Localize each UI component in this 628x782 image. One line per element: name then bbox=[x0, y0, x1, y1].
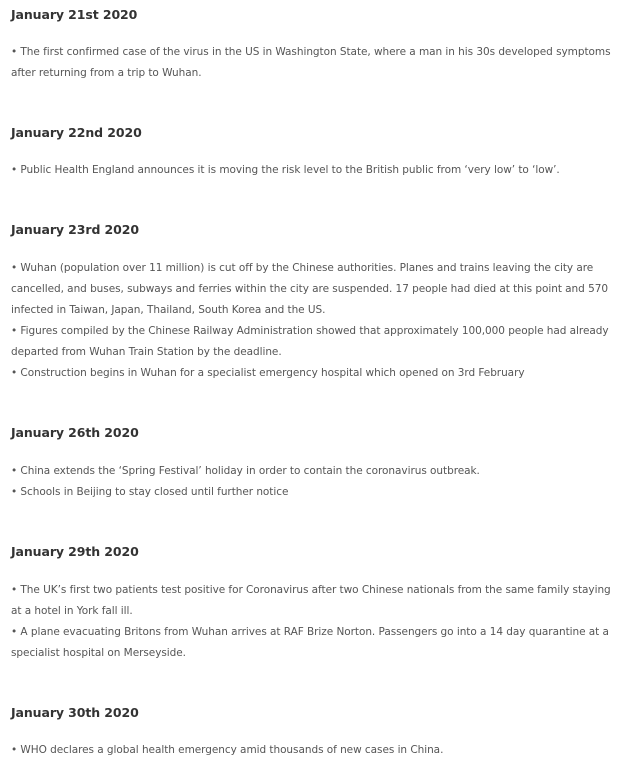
section-body-jan-21 bbox=[11, 42, 611, 84]
bullet-item: • Construction begins in Wuhan for a specialist emergency hospital which opened on 3rd February bbox=[11, 367, 525, 379]
bullet-item: • Figures compiled by the Chinese Railway Administration showed that approximately 100,000 people had already departed from Wuhan Train Station by the deadline. bbox=[11, 325, 609, 358]
section-date-jan-22: January 22nd 2020 bbox=[11, 125, 142, 140]
bullet-item: • WHO declares a global health emergency amid thousands of new cases in China. bbox=[11, 744, 444, 756]
bullet-item: • Wuhan (population over 11 million) is cut off by the Chinese authorities. Planes and trains leaving the city are cancelled, and buses, subways and ferries within the city are suspended. 17 people had died at this point and 570 infected in Taiwan, Japan, Thailand, South Korea and the US. bbox=[11, 262, 608, 316]
section-body-jan-30 bbox=[11, 740, 611, 761]
bullet-item: • China extends the ‘Spring Festival’ holiday in order to contain the coronavirus outbreak. bbox=[11, 465, 480, 477]
bullet-item: • Schools in Beijing to stay closed until further notice bbox=[11, 486, 289, 498]
section-date-jan-30: January 30th 2020 bbox=[11, 705, 139, 720]
section-date-jan-29: January 29th 2020 bbox=[11, 544, 139, 559]
section-date-jan-23: January 23rd 2020 bbox=[11, 222, 139, 237]
section-body-jan-29 bbox=[11, 580, 611, 664]
section-date-jan-26: January 26th 2020 bbox=[11, 425, 139, 440]
section-body-jan-22 bbox=[11, 160, 611, 181]
section-body-jan-23 bbox=[11, 258, 611, 384]
bullet-item: • The first confirmed case of the virus in the US in Washington State, where a man in his 30s developed symptoms after returning from a trip to Wuhan. bbox=[11, 46, 611, 79]
bullet-item: • The UK’s first two patients test positive for Coronavirus after two Chinese nationals from the same family staying at a hotel in York fall ill. bbox=[11, 584, 611, 617]
section-body-jan-26 bbox=[11, 461, 611, 503]
bullet-item: • Public Health England announces it is moving the risk level to the British public from ‘very low’ to ‘low’. bbox=[11, 164, 560, 176]
bullet-item: • A plane evacuating Britons from Wuhan arrives at RAF Brize Norton. Passengers go into a 14 day quarantine at a specialist hospital on Merseyside. bbox=[11, 626, 609, 659]
section-date-jan-21: January 21st 2020 bbox=[11, 7, 138, 22]
